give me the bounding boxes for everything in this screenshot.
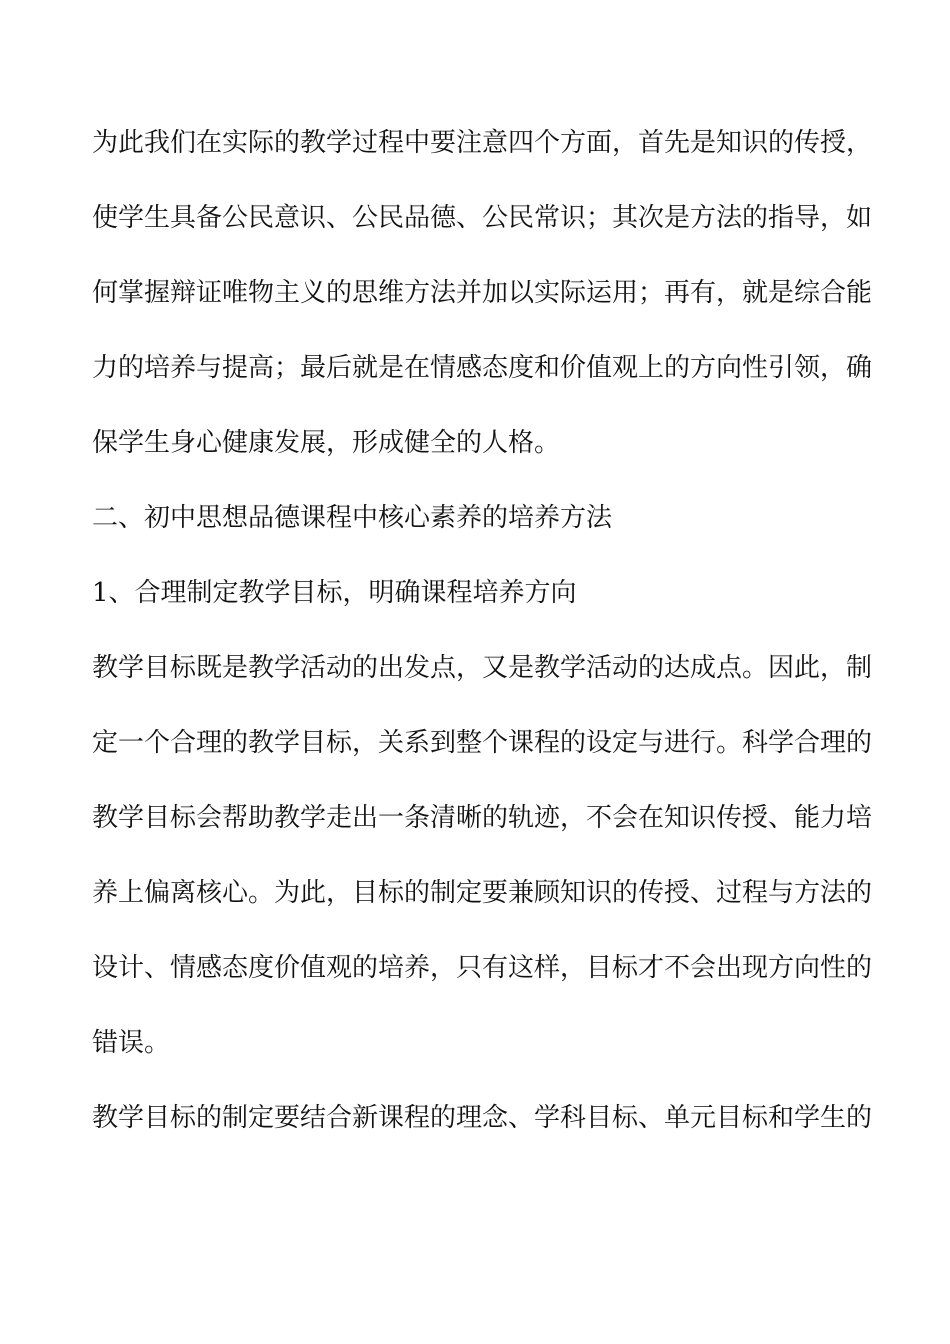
text-line: 教学目标会帮助教学走出一条清晰的轨迹，不会在知识传授、能力培 xyxy=(92,803,873,833)
text-line: 力的培养与提高；最后就是在情感态度和价值观上的方向性引领，确 xyxy=(92,353,873,383)
text-line: 为此我们在实际的教学过程中要注意四个方面，首先是知识的传授， xyxy=(92,128,873,158)
text-line: 教学目标的制定要结合新课程的理念、学科目标、单元目标和学生的 xyxy=(92,1103,873,1133)
paragraph-2 xyxy=(92,653,873,1105)
text-line: 使学生具备公民意识、公民品德、公民常识；其次是方法的指导，如 xyxy=(92,203,873,233)
heading-text: 1、合理制定教学目标，明确课程培养方向 xyxy=(92,578,577,608)
document-page xyxy=(92,128,873,1180)
text-line: 设计、情感态度价值观的培养，只有这样，目标才不会出现方向性的 xyxy=(92,953,873,983)
heading-text: 二、初中思想品德课程中核心素养的培养方法 xyxy=(92,503,613,533)
text-line: 错误。 xyxy=(92,1028,171,1058)
section-heading xyxy=(92,505,860,580)
text-line: 定一个合理的教学目标，关系到整个课程的设定与进行。科学合理的 xyxy=(92,728,873,758)
text-line: 保学生身心健康发展，形成健全的人格。 xyxy=(92,428,561,458)
text-line: 何掌握辩证唯物主义的思维方法并加以实际运用；再有，就是综合能 xyxy=(92,278,873,308)
text-line: 教学目标既是教学活动的出发点，又是教学活动的达成点。因此，制 xyxy=(92,653,873,683)
paragraph-3 xyxy=(92,1103,873,1180)
paragraph-1 xyxy=(92,128,873,505)
text-line: 养上偏离核心。为此，目标的制定要兼顾知识的传授、过程与方法的 xyxy=(92,878,873,908)
subsection-heading xyxy=(92,580,860,655)
